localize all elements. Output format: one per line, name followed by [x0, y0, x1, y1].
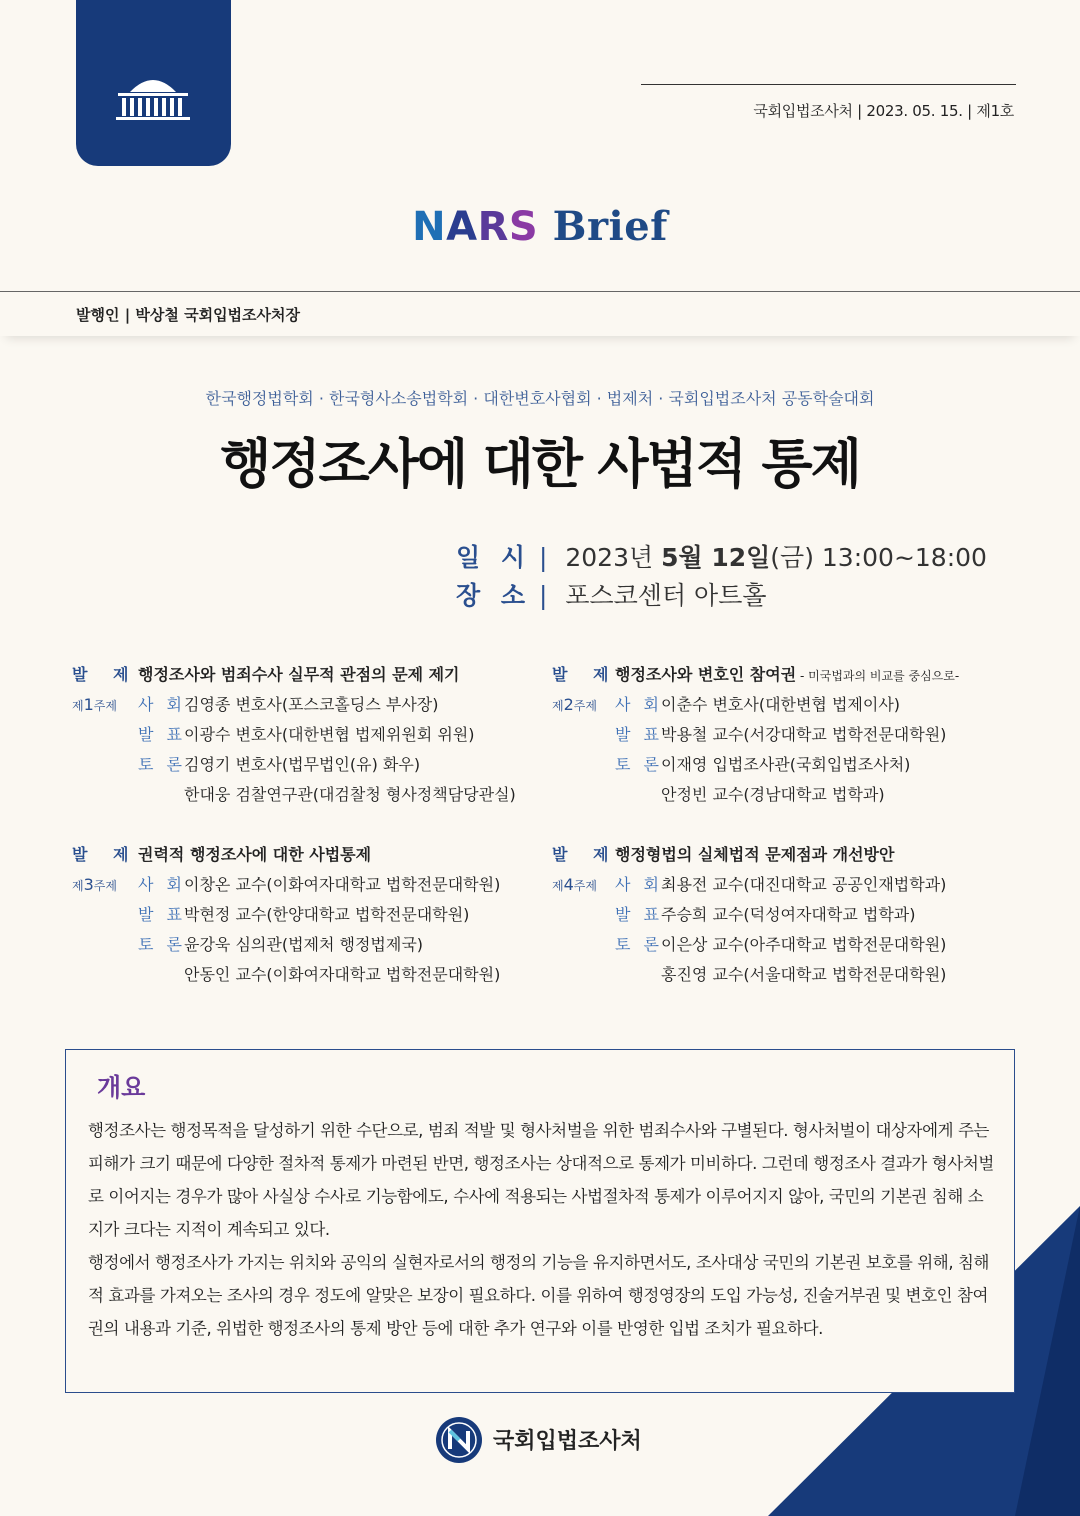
place-value: 포스코센터 아트홀	[565, 581, 767, 610]
host-label: 사 회	[615, 695, 663, 714]
presenter-label: 발 표	[615, 905, 663, 924]
num-prefix: 제	[552, 699, 564, 713]
num-prefix: 제	[72, 699, 84, 713]
logo-tab	[76, 0, 231, 166]
discussant: 한대웅 검찰연구관(대검찰청 형사정책담당관실)	[184, 785, 516, 804]
issue-meta: 국회입법조사처 | 2023. 05. 15. | 제1호	[753, 102, 1014, 120]
discussant: 안동인 교수(이화여자대학교 법학전문대학원)	[184, 965, 501, 984]
num-prefix: 제	[552, 879, 564, 893]
session-3	[72, 840, 542, 990]
presenter: 박현정 교수(한양대학교 법학전문대학원)	[184, 905, 470, 924]
brand-brief: Brief	[538, 203, 668, 250]
session-title-text: 행정조사와 변호인 참여권	[615, 665, 797, 684]
num-value: 2	[563, 695, 574, 714]
session-title-text: 행정형법의 실체법적 문제점과 개선방안	[615, 845, 895, 864]
event-date	[456, 538, 987, 574]
session-title	[138, 660, 460, 691]
session-number	[72, 870, 117, 901]
date-rest: (금) 13:00~18:00	[770, 543, 987, 572]
brand-letter-s: S	[508, 204, 539, 250]
presenter-label: 발 표	[615, 725, 663, 744]
top-rule	[641, 84, 1016, 85]
session-number	[72, 690, 117, 721]
num-prefix: 제	[72, 879, 84, 893]
discussant-label: 토 론	[615, 935, 663, 954]
session-number	[552, 870, 597, 901]
date-month-day: 5월 12일	[661, 543, 771, 572]
footer-org: 국회입법조사처	[493, 1429, 642, 1454]
num-value: 1	[83, 695, 94, 714]
session-title	[615, 840, 894, 871]
num-value: 4	[563, 875, 574, 894]
organizers: 한국행정법학회 · 한국형사소송법학회 · 대한변호사협회 · 법제처 · 국회입법조사처 공동학술대회	[205, 389, 875, 408]
national-assembly-icon	[108, 70, 198, 126]
nars-emblem-icon	[435, 1416, 483, 1464]
host-label: 사 회	[138, 695, 186, 714]
overview-paragraph-2: 행정에서 행정조사가 가지는 위치와 공익의 실현자로서의 행정의 기능을 유지하면서도, 조사대상 국민의 기본권 보호를 위해, 침해적 효과를 가져오는 조사의 경우 정도에 알맞은 보장이 필요하다. 이를 위하여 행정영장의 도입 가능성, 진술거부권 및 변호인 참여권의 내용과 기준, 위법한 행정조사의 통제 방안 등에 대한 추가 연구와 이를 반영한 입법 조치가 필요하다.	[88, 1253, 990, 1338]
overview-paragraph-1: 행정조사는 행정목적을 달성하기 위한 수단으로, 범죄 적발 및 형사처벌을 위한 범죄수사와 구별된다. 형사처벌이 대상자에게 주는 피해가 크기 때문에 다양한 절차적 통제가 마련된 반면, 행정조사는 상대적으로 통제가 미비하다. 그런데 행정조사 결과가 형사처벌로 이어지는 경우가 많아 사실상 수사로 기능함에도, 수사에 적용되는 사법절차적 통제가 이루어지지 않아, 국민의 기본권 침해 소지가 크다는 지적이 계속되고 있다.	[88, 1121, 994, 1239]
discussant: 윤강욱 심의관(법제처 행정법제국)	[184, 935, 424, 954]
discussant: 이은상 교수(아주대학교 법학전문대학원)	[661, 935, 947, 954]
host: 이창온 교수(이화여자대학교 법학전문대학원)	[184, 875, 501, 894]
host-label: 사 회	[138, 875, 186, 894]
host: 이춘수 변호사(대한변협 법제이사)	[661, 695, 901, 714]
host: 최용전 교수(대진대학교 공공인재법학과)	[661, 875, 947, 894]
session-title-label: 발 제	[72, 845, 139, 864]
brand-letter-n: N	[412, 204, 447, 250]
discussant: 안정빈 교수(경남대학교 법학과)	[661, 785, 885, 804]
session-title-label: 발 제	[552, 845, 619, 864]
session-title	[138, 840, 371, 871]
discussant: 김영기 변호사(법무법인(유) 화우)	[184, 755, 421, 774]
date-label: 일 시	[456, 543, 532, 572]
session-title	[615, 660, 959, 691]
session-title-label: 발 제	[72, 665, 139, 684]
session-number	[552, 690, 597, 721]
session-title-text: 행정조사와 범죄수사 실무적 관점의 문제 제기	[138, 665, 460, 684]
discussant: 이재영 입법조사관(국회입법조사처)	[661, 755, 911, 774]
num-value: 3	[83, 875, 94, 894]
discussant-label: 토 론	[138, 755, 186, 774]
presenter-label: 발 표	[138, 725, 186, 744]
presenter: 박용철 교수(서강대학교 법학전문대학원)	[661, 725, 947, 744]
session-title-sub: - 미국법과의 비교를 중심으로-	[796, 669, 960, 683]
brand-letter-a: A	[446, 204, 478, 250]
publisher: 발행인 | 박상철 국회입법조사처장	[76, 306, 301, 324]
num-suffix: 주제	[573, 699, 597, 713]
presenter: 이광수 변호사(대한변협 법제위원회 위원)	[184, 725, 475, 744]
discussant: 홍진영 교수(서울대학교 법학전문대학원)	[661, 965, 947, 984]
num-suffix: 주제	[573, 879, 597, 893]
event-place	[456, 576, 767, 612]
page-title: 행정조사에 대한 사법적 통제	[220, 434, 860, 495]
num-suffix: 주제	[93, 699, 117, 713]
session-1	[72, 660, 542, 810]
session-title-label: 발 제	[552, 665, 619, 684]
place-label: 장 소	[456, 581, 532, 610]
discussant-label: 토 론	[615, 755, 663, 774]
presenter: 주승희 교수(덕성여자대학교 법학과)	[661, 905, 916, 924]
place-bar: |	[538, 581, 548, 610]
presenter-label: 발 표	[138, 905, 186, 924]
discussant-label: 토 론	[138, 935, 186, 954]
brand-letter-r: R	[477, 204, 509, 250]
session-4	[552, 840, 1022, 990]
nars-brief-logo	[0, 203, 1080, 250]
date-bar: |	[538, 543, 548, 572]
host: 김영종 변호사(포스코홀딩스 부사장)	[184, 695, 439, 714]
host-label: 사 회	[615, 875, 663, 894]
overview-title: 개요	[97, 1073, 146, 1102]
date-year: 2023년	[565, 543, 654, 572]
session-title-text: 권력적 행정조사에 대한 사법통제	[138, 845, 372, 864]
num-suffix: 주제	[93, 879, 117, 893]
session-2	[552, 660, 1022, 810]
